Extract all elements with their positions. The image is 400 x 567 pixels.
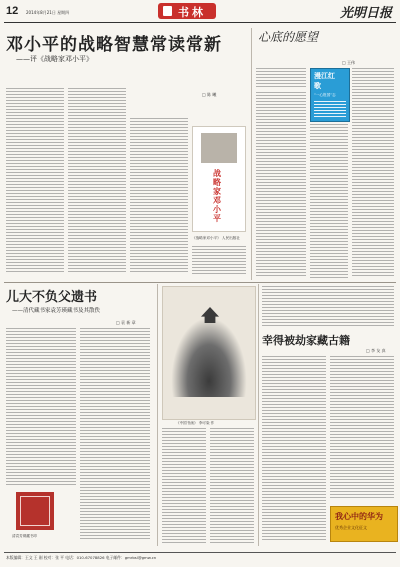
article-subtitle: ——评《战略家邓小平》 <box>16 55 93 63</box>
cover-photo <box>201 133 237 163</box>
body-col-3 <box>130 118 188 274</box>
cover-caption: 《战略家邓小平》 人民出版社 <box>192 236 240 240</box>
family-subtitle: ——清代藏书家袁芳瑛藏书及其散佚 <box>12 308 101 314</box>
column-divider <box>251 28 252 280</box>
body-col-1 <box>6 88 64 274</box>
book-icon <box>163 6 172 16</box>
ad-line-1: “一心报国”志 <box>314 93 336 97</box>
body-col-4 <box>192 246 246 274</box>
column-divider-3 <box>258 284 259 546</box>
article-title: 邓小平的战略智慧常读常新 <box>6 35 222 55</box>
section-badge <box>158 3 216 19</box>
poetry-col-4 <box>310 124 348 278</box>
mountain-shape <box>171 317 247 397</box>
family-col-1 <box>6 328 76 486</box>
rare-author: □ 李 友 真 <box>366 348 386 353</box>
mid-rule <box>4 282 396 283</box>
issue-date: 2014年8月21日 星期四 <box>26 10 70 15</box>
painting-caption: 《中国书画》 李可染 作 <box>176 421 215 425</box>
ad-headline-2: 歌 <box>314 82 321 90</box>
cover-title: 战略家邓小平 <box>213 169 221 223</box>
seal-caption: 清袁芳瑛藏书印 <box>12 534 38 538</box>
ad-box <box>310 68 350 122</box>
bottom-banner <box>330 506 398 542</box>
seal-image <box>16 492 54 530</box>
main-article <box>6 30 246 280</box>
poetry-title: 心底的愿望 <box>258 30 319 44</box>
section-title: 书林 <box>178 6 206 19</box>
banner-sub: 优秀企业文化征文 <box>335 525 367 530</box>
page-number: 12 <box>6 5 19 17</box>
seal-inner <box>20 496 50 526</box>
column-divider-2 <box>157 284 158 546</box>
header-rule <box>4 22 396 23</box>
page-header <box>0 0 400 22</box>
family-title: 儿大不负父遗书 <box>6 290 98 305</box>
mid-col-1 <box>162 428 206 544</box>
rare-col-2 <box>330 356 394 500</box>
poetry-author: □ 王伟 <box>342 60 356 65</box>
mid-col-2 <box>210 428 254 544</box>
rare-title: 幸得被劫家藏古籍 <box>262 334 350 347</box>
rare-col-1 <box>262 356 326 540</box>
family-article <box>6 286 154 544</box>
family-col-2 <box>80 328 150 540</box>
rare-col-top <box>262 286 394 328</box>
footer-text: 本版编辑：王文 王 刚 校对：张 平 电话：010-67078826 电子邮件：gmrbsl@gmw.cn <box>6 555 157 560</box>
poetry-article <box>256 28 396 280</box>
banner-headline: 我心中的华为 <box>335 512 383 521</box>
ad-headline-1: 漫江红 <box>314 72 335 80</box>
poetry-col-1 <box>256 68 306 88</box>
ad-text <box>314 101 346 117</box>
rare-books-article <box>262 286 396 544</box>
book-cover <box>192 126 246 232</box>
footer-rule <box>4 552 396 553</box>
paper-logo: 光明日报 <box>339 6 392 21</box>
body-col-2 <box>68 88 126 274</box>
poetry-col-2 <box>256 92 306 278</box>
family-author: □ 袁 新 章 <box>116 320 136 325</box>
painting <box>162 286 256 420</box>
poetry-col-3 <box>352 68 394 278</box>
article-author: □ 陈 曦 <box>202 92 217 97</box>
